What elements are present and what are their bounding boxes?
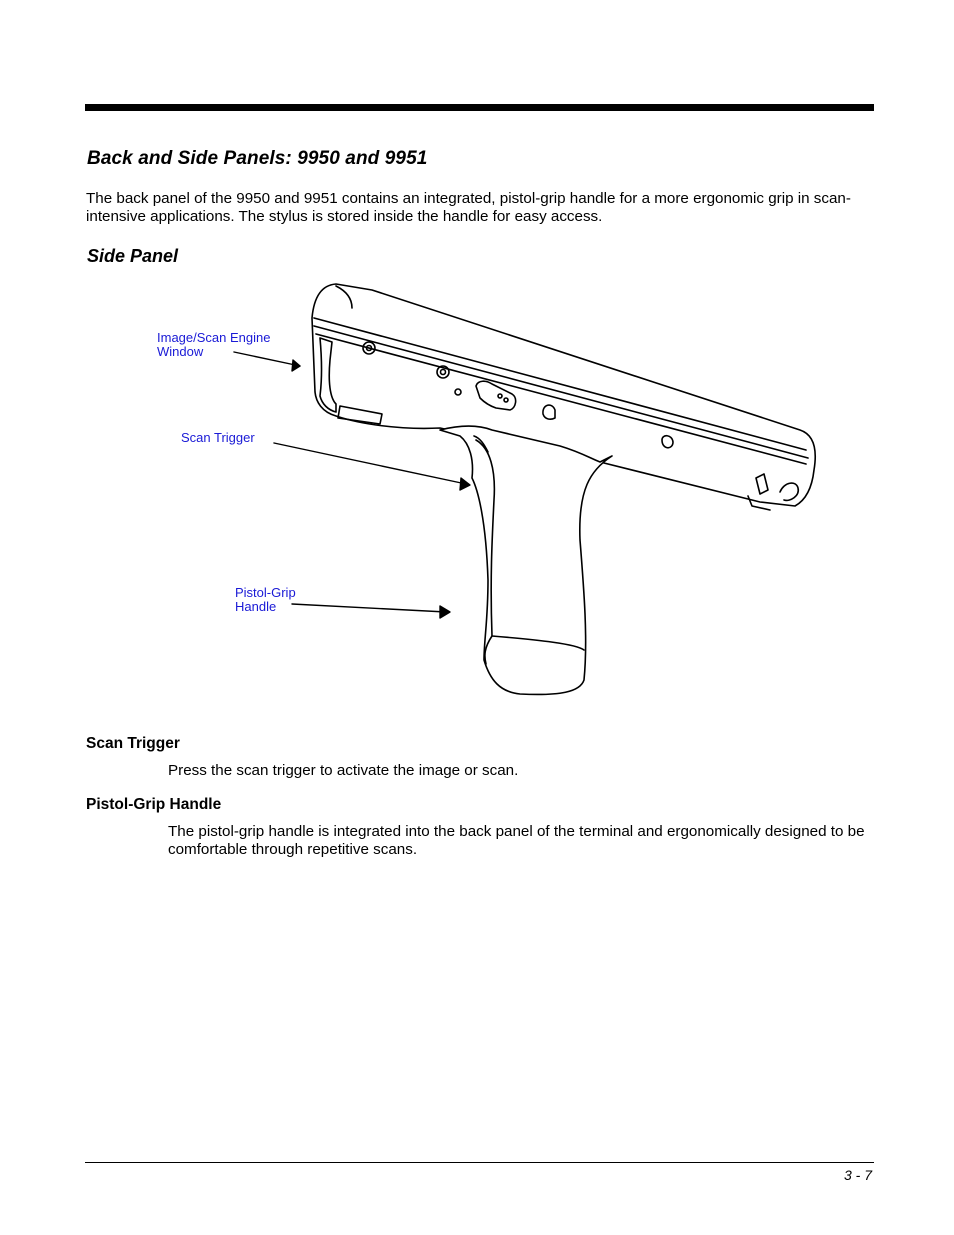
section-title: Back and Side Panels: 9950 and 9951 (87, 148, 428, 169)
callout-scan-trigger: Scan Trigger (181, 430, 255, 445)
pistol-grip-handle (440, 426, 612, 694)
callout-pistol-grip: Pistol-Grip Handle (235, 585, 296, 614)
scan-trigger-heading: Scan Trigger (86, 735, 180, 752)
intro-paragraph: The back panel of the 9950 and 9951 contains an integrated, pistol-grip handle for a more ergonomic grip in scan-intensive applications. The stylus is stored inside the handle for easy access. (86, 190, 851, 225)
side-panel-heading: Side Panel (87, 246, 179, 266)
pistol-grip-body: The pistol-grip handle is integrated into the back panel of the terminal and ergonomically designed to be comfortable through repetitive scans. (168, 823, 865, 858)
pistol-grip-heading: Pistol-Grip Handle (86, 796, 222, 813)
scan-trigger-body: Press the scan trigger to activate the image or scan. (168, 762, 519, 779)
header-rule (85, 104, 874, 111)
callout-engine-window: Image/Scan Engine Window (157, 330, 271, 359)
page-number: 3 - 7 (843, 1167, 872, 1183)
footer-rule (85, 1162, 874, 1163)
